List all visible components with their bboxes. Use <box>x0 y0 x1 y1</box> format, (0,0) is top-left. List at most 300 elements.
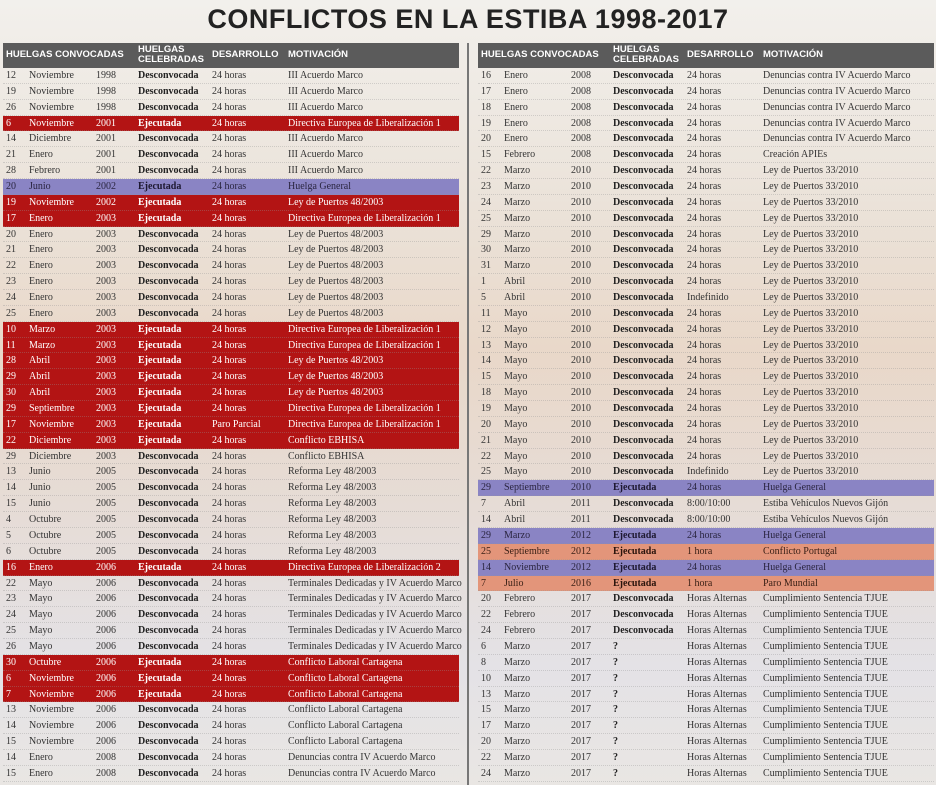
motive-cell: Conflicto Portugal <box>763 545 838 557</box>
year-cell: 2003 <box>96 292 116 304</box>
month-cell: Enero <box>504 85 528 97</box>
year-cell: 2003 <box>96 450 116 462</box>
day-cell: 13 <box>6 466 16 478</box>
header-celebradas <box>613 45 679 65</box>
day-cell: 21 <box>6 244 16 256</box>
day-cell: 13 <box>6 704 16 716</box>
table-row <box>478 242 934 258</box>
month-cell: Mayo <box>504 418 528 430</box>
month-cell: Enero <box>29 212 53 224</box>
strikes-table-right <box>478 43 934 782</box>
duration-cell: Horas Alternas <box>687 751 747 763</box>
day-cell: 22 <box>6 577 16 589</box>
motive-cell: Ley de Puertos 48/2003 <box>288 244 384 256</box>
duration-cell: 1 hora <box>687 545 713 557</box>
month-cell: Marzo <box>504 165 531 177</box>
day-cell: 14 <box>481 355 491 367</box>
year-cell: 1998 <box>96 101 116 113</box>
day-cell: 29 <box>481 228 491 240</box>
duration-cell: Horas Alternas <box>687 672 747 684</box>
year-cell: 2017 <box>571 767 591 779</box>
day-cell: 29 <box>481 482 491 494</box>
day-cell: 17 <box>481 85 491 97</box>
year-cell: 2003 <box>96 212 116 224</box>
day-cell: 20 <box>481 736 491 748</box>
motive-cell: Ley de Puertos 33/2010 <box>763 165 859 177</box>
motive-cell: Ley de Puertos 33/2010 <box>763 244 859 256</box>
duration-cell: 24 horas <box>687 85 722 97</box>
month-cell: Mayo <box>29 625 53 637</box>
duration-cell: Horas Alternas <box>687 625 747 637</box>
motive-cell: Ley de Puertos 33/2010 <box>763 434 859 446</box>
day-cell: 23 <box>481 181 491 193</box>
month-cell: Enero <box>29 751 53 763</box>
duration-cell: 24 horas <box>212 355 247 367</box>
table-row <box>3 702 459 718</box>
status-cell: ? <box>613 736 618 748</box>
year-cell: 2008 <box>571 117 591 129</box>
table-row <box>3 84 459 100</box>
year-cell: 2012 <box>571 561 591 573</box>
month-cell: Marzo <box>504 181 531 193</box>
motive-cell: Conflicto EBHISA <box>288 434 365 446</box>
month-cell: Mayo <box>504 387 528 399</box>
day-cell: 4 <box>6 514 11 526</box>
status-cell: Desconvocada <box>138 307 199 319</box>
month-cell: Abril <box>504 498 526 510</box>
table-row <box>478 655 934 671</box>
duration-cell: 24 horas <box>212 498 247 510</box>
month-cell: Enero <box>29 244 53 256</box>
table-row <box>478 417 934 433</box>
month-cell: Julio <box>504 577 524 589</box>
day-cell: 24 <box>481 196 491 208</box>
motive-cell: Huelga General <box>288 181 352 193</box>
year-cell: 2017 <box>571 704 591 716</box>
table-row <box>3 68 459 84</box>
duration-cell: 24 horas <box>212 640 247 652</box>
month-cell: Enero <box>29 307 53 319</box>
month-cell: Marzo <box>504 688 531 700</box>
status-cell: Ejecutada <box>138 339 182 351</box>
month-cell: Enero <box>29 292 53 304</box>
year-cell: 2010 <box>571 196 591 208</box>
motive-cell: Ley de Puertos 33/2010 <box>763 339 859 351</box>
table-row <box>478 353 934 369</box>
day-cell: 19 <box>6 85 16 97</box>
duration-cell: 24 horas <box>687 70 722 81</box>
month-cell: Septiembre <box>29 403 75 415</box>
header-desarrollo: DESARROLLO <box>687 49 754 60</box>
year-cell: 2001 <box>96 117 116 129</box>
status-cell: Desconvocada <box>138 450 199 462</box>
day-cell: 14 <box>6 751 16 763</box>
table-row <box>478 734 934 750</box>
motive-cell: Directiva Europea de Liberalización 1 <box>288 323 441 335</box>
header-desarrollo: DESARROLLO <box>212 49 279 60</box>
table-row <box>478 623 934 639</box>
year-cell: 2003 <box>96 434 116 446</box>
month-cell: Mayo <box>504 466 528 478</box>
motive-cell: Ley de Puertos 33/2010 <box>763 418 859 430</box>
status-cell: Desconvocada <box>138 736 199 748</box>
duration-cell: 24 horas <box>212 196 247 208</box>
year-cell: 2010 <box>571 292 591 304</box>
motive-cell: Directiva Europea de Liberalización 1 <box>288 339 441 351</box>
year-cell: 2006 <box>96 688 116 700</box>
table-row <box>3 274 459 290</box>
day-cell: 22 <box>6 260 16 272</box>
day-cell: 30 <box>6 656 16 668</box>
day-cell: 1 <box>481 276 486 288</box>
status-cell: ? <box>613 720 618 732</box>
table-row <box>3 242 459 258</box>
year-cell: 2012 <box>571 545 591 557</box>
month-cell: Marzo <box>504 751 531 763</box>
month-cell: Marzo <box>29 323 56 335</box>
status-cell: Desconvocada <box>138 149 199 161</box>
day-cell: 15 <box>6 767 16 779</box>
motive-cell: Cumplimiento Sentencia TJUE <box>763 609 888 621</box>
year-cell: 2010 <box>571 387 591 399</box>
duration-cell: 24 horas <box>687 403 722 415</box>
motive-cell: Ley de Puertos 33/2010 <box>763 260 859 272</box>
motive-cell: Cumplimiento Sentencia TJUE <box>763 625 888 637</box>
status-cell: Desconvocada <box>138 133 199 145</box>
motive-cell: Ley de Puertos 33/2010 <box>763 292 859 304</box>
motive-cell: Ley de Puertos 33/2010 <box>763 212 859 224</box>
month-cell: Mayo <box>504 450 528 462</box>
day-cell: 18 <box>481 101 491 113</box>
day-cell: 28 <box>6 165 16 177</box>
status-cell: Desconvocada <box>138 498 199 510</box>
month-cell: Enero <box>29 260 53 272</box>
day-cell: 13 <box>481 339 491 351</box>
year-cell: 2003 <box>96 339 116 351</box>
status-cell: Desconvocada <box>613 339 674 351</box>
day-cell: 11 <box>481 307 491 319</box>
year-cell: 1998 <box>96 85 116 97</box>
status-cell: Desconvocada <box>138 529 199 541</box>
month-cell: Noviembre <box>29 117 74 129</box>
year-cell: 2002 <box>96 196 116 208</box>
duration-cell: 24 horas <box>212 101 247 113</box>
status-cell: Ejecutada <box>138 323 182 335</box>
table-row <box>3 195 459 211</box>
table-row <box>478 496 934 512</box>
day-cell: 25 <box>481 466 491 478</box>
table-row <box>478 433 934 449</box>
motive-cell: Ley de Puertos 33/2010 <box>763 387 859 399</box>
table-row <box>478 179 934 195</box>
table-row <box>3 464 459 480</box>
year-cell: 2010 <box>571 371 591 383</box>
table-row <box>478 671 934 687</box>
month-cell: Marzo <box>504 672 531 684</box>
table-row <box>478 591 934 607</box>
duration-cell: 24 horas <box>212 387 247 399</box>
table-row <box>478 702 934 718</box>
motive-cell: Ley de Puertos 48/2003 <box>288 292 384 304</box>
year-cell: 2001 <box>96 149 116 161</box>
header-convocadas: HUELGAS CONVOCADAS <box>481 49 599 60</box>
table-row <box>3 338 459 354</box>
month-cell: Mayo <box>29 593 53 605</box>
table-row <box>478 449 934 465</box>
motive-cell: Ley de Puertos 48/2003 <box>288 260 384 272</box>
day-cell: 6 <box>6 672 11 684</box>
duration-cell: 24 horas <box>687 212 722 224</box>
month-cell: Enero <box>29 276 53 288</box>
motive-cell: Huelga General <box>763 529 827 541</box>
day-cell: 13 <box>481 688 491 700</box>
year-cell: 2008 <box>571 133 591 145</box>
table-row <box>478 687 934 703</box>
duration-cell: 24 horas <box>212 672 247 684</box>
month-cell: Septiembre <box>504 545 550 557</box>
table-header <box>3 43 459 68</box>
duration-cell: 24 horas <box>687 133 722 145</box>
duration-cell: 24 horas <box>687 196 722 208</box>
year-cell: 2002 <box>96 181 116 193</box>
year-cell: 2010 <box>571 260 591 272</box>
status-cell: ? <box>613 767 618 779</box>
table-row <box>478 639 934 655</box>
table-row <box>478 84 934 100</box>
month-cell: Mayo <box>504 323 528 335</box>
day-cell: 18 <box>481 387 491 399</box>
status-cell: Desconvocada <box>613 133 674 145</box>
day-cell: 8 <box>481 656 486 668</box>
year-cell: 2010 <box>571 181 591 193</box>
motive-cell: Ley de Puertos 48/2003 <box>288 387 384 399</box>
table-row <box>478 576 934 592</box>
month-cell: Octubre <box>29 529 62 541</box>
month-cell: Diciembre <box>29 133 72 145</box>
table-row <box>478 385 934 401</box>
duration-cell: 24 horas <box>212 260 247 272</box>
month-cell: Febrero <box>504 609 536 621</box>
day-cell: 7 <box>481 577 486 589</box>
day-cell: 26 <box>6 101 16 113</box>
motive-cell: Paro Mundial <box>763 577 818 589</box>
duration-cell: 24 horas <box>687 117 722 129</box>
page-title: CONFLICTOS EN LA ESTIBA 1998-2017 <box>207 4 729 34</box>
year-cell: 2017 <box>571 593 591 605</box>
motive-cell: Ley de Puertos 48/2003 <box>288 371 384 383</box>
table-row <box>3 147 459 163</box>
table-row <box>3 687 459 703</box>
month-cell: Noviembre <box>29 736 74 748</box>
status-cell: Desconvocada <box>613 498 674 510</box>
status-cell: Ejecutada <box>138 434 182 446</box>
month-cell: Abril <box>504 292 526 304</box>
status-cell: Desconvocada <box>613 117 674 129</box>
month-cell: Enero <box>504 133 528 145</box>
day-cell: 20 <box>6 228 16 240</box>
motive-cell: Terminales Dedicadas y IV Acuerdo Marco <box>288 577 462 589</box>
motive-cell: Ley de Puertos 33/2010 <box>763 371 859 383</box>
table-row <box>3 734 459 750</box>
day-cell: 17 <box>481 720 491 732</box>
motive-cell: Conflicto Laboral Cartagena <box>288 736 403 748</box>
table-row <box>3 623 462 639</box>
year-cell: 2017 <box>571 656 591 668</box>
table-row <box>3 258 459 274</box>
day-cell: 22 <box>481 751 491 763</box>
table-row <box>3 353 459 369</box>
duration-cell: 24 horas <box>212 688 247 700</box>
year-cell: 2005 <box>96 545 116 557</box>
month-cell: Enero <box>504 117 528 129</box>
status-cell: Desconvocada <box>138 85 199 97</box>
day-cell: 14 <box>6 482 16 494</box>
year-cell: 2003 <box>96 355 116 367</box>
month-cell: Enero <box>29 228 53 240</box>
duration-cell: 24 horas <box>212 767 247 779</box>
status-cell: Desconvocada <box>138 593 199 605</box>
motive-cell: III Acuerdo Marco <box>288 165 363 177</box>
year-cell: 2003 <box>96 403 116 415</box>
motive-cell: Conflicto Laboral Cartagena <box>288 688 403 700</box>
duration-cell: 24 horas <box>212 85 247 97</box>
motive-cell: III Acuerdo Marco <box>288 101 363 113</box>
duration-cell: 24 horas <box>687 355 722 367</box>
table-row <box>3 306 459 322</box>
year-cell: 2006 <box>96 561 116 573</box>
day-cell: 24 <box>481 767 491 779</box>
status-cell: ? <box>613 656 618 668</box>
duration-cell: Horas Alternas <box>687 704 747 716</box>
month-cell: Noviembre <box>29 720 74 732</box>
year-cell: 2010 <box>571 339 591 351</box>
motive-cell: Conflicto Laboral Cartagena <box>288 704 403 716</box>
table-row <box>3 211 459 227</box>
table-row <box>3 639 462 655</box>
day-cell: 7 <box>481 498 486 510</box>
motive-cell: Denuncias contra IV Acuerdo Marco <box>288 751 436 763</box>
duration-cell: 24 horas <box>212 244 247 256</box>
month-cell: Enero <box>29 767 53 779</box>
year-cell: 2011 <box>571 498 591 510</box>
year-cell: 2003 <box>96 276 116 288</box>
year-cell: 2003 <box>96 307 116 319</box>
status-cell: Desconvocada <box>613 307 674 319</box>
duration-cell: Horas Alternas <box>687 640 747 652</box>
year-cell: 2008 <box>571 70 591 81</box>
table-row <box>478 480 934 496</box>
month-cell: Noviembre <box>29 672 74 684</box>
year-cell: 2001 <box>96 133 116 145</box>
year-cell: 2017 <box>571 720 591 732</box>
month-cell: Noviembre <box>29 704 74 716</box>
year-cell: 2010 <box>571 418 591 430</box>
year-cell: 2008 <box>571 85 591 97</box>
month-cell: Mayo <box>504 434 528 446</box>
year-cell: 2010 <box>571 228 591 240</box>
duration-cell: 24 horas <box>687 339 722 351</box>
table-row <box>478 147 934 163</box>
status-cell: Desconvocada <box>613 403 674 415</box>
day-cell: 20 <box>481 133 491 145</box>
table-row <box>3 576 462 592</box>
day-cell: 24 <box>6 609 16 621</box>
status-cell: Ejecutada <box>138 371 182 383</box>
motive-cell: Ley de Puertos 33/2010 <box>763 276 859 288</box>
header-celebradas-line2: CELEBRADAS <box>613 54 679 65</box>
day-cell: 24 <box>6 292 16 304</box>
day-cell: 14 <box>6 133 16 145</box>
duration-cell: 24 horas <box>687 450 722 462</box>
status-cell: ? <box>613 640 618 652</box>
status-cell: Ejecutada <box>138 355 182 367</box>
table-row <box>3 496 459 512</box>
motive-cell: Estiba Vehículos Nuevos Gijón <box>763 498 889 510</box>
table-row <box>478 766 934 782</box>
year-cell: 2008 <box>96 751 116 763</box>
duration-cell: 24 horas <box>212 292 247 304</box>
table-row <box>3 671 459 687</box>
duration-cell: Horas Alternas <box>687 593 747 605</box>
motive-cell: III Acuerdo Marco <box>288 133 363 145</box>
table-row <box>3 449 459 465</box>
day-cell: 30 <box>6 387 16 399</box>
table-row <box>478 528 934 544</box>
table-row <box>478 369 934 385</box>
table-row <box>478 258 934 274</box>
table-row <box>3 544 459 560</box>
month-cell: Febrero <box>29 165 61 177</box>
motive-cell: Denuncias contra IV Acuerdo Marco <box>763 117 911 129</box>
day-cell: 20 <box>481 593 491 605</box>
table-row <box>3 179 459 195</box>
motive-cell: Terminales Dedicadas y IV Acuerdo Marco <box>288 593 462 605</box>
column-divider <box>467 43 469 785</box>
table-row <box>478 274 934 290</box>
duration-cell: 24 horas <box>212 228 247 240</box>
status-cell: Desconvocada <box>613 387 674 399</box>
duration-cell: Indefinido <box>687 292 729 304</box>
status-cell: Desconvocada <box>138 625 199 637</box>
duration-cell: 24 horas <box>212 577 247 589</box>
motive-cell: Denuncias contra IV Acuerdo Marco <box>288 767 436 779</box>
motive-cell: Huelga General <box>763 482 827 494</box>
motive-cell: Cumplimiento Sentencia TJUE <box>763 767 888 779</box>
year-cell: 2006 <box>96 609 116 621</box>
motive-cell: III Acuerdo Marco <box>288 70 363 81</box>
month-cell: Noviembre <box>29 196 74 208</box>
motive-cell: Directiva Europea de Liberalización 1 <box>288 117 441 129</box>
status-cell: Desconvocada <box>613 260 674 272</box>
duration-cell: 24 horas <box>212 70 247 81</box>
day-cell: 23 <box>6 593 16 605</box>
duration-cell: 8:00/10:00 <box>687 514 731 526</box>
year-cell: 2010 <box>571 244 591 256</box>
year-cell: 2010 <box>571 323 591 335</box>
year-cell: 2010 <box>571 212 591 224</box>
day-cell: 25 <box>481 212 491 224</box>
status-cell: Desconvocada <box>138 101 199 113</box>
duration-cell: 24 horas <box>212 545 247 557</box>
motive-cell: Cumplimiento Sentencia TJUE <box>763 672 888 684</box>
motive-cell: Ley de Puertos 33/2010 <box>763 228 859 240</box>
motive-cell: Denuncias contra IV Acuerdo Marco <box>763 133 911 145</box>
month-cell: Junio <box>29 466 51 478</box>
month-cell: Marzo <box>504 228 531 240</box>
month-cell: Mayo <box>29 609 53 621</box>
table-header <box>478 43 934 68</box>
motive-cell: Reforma Ley 48/2003 <box>288 482 377 494</box>
